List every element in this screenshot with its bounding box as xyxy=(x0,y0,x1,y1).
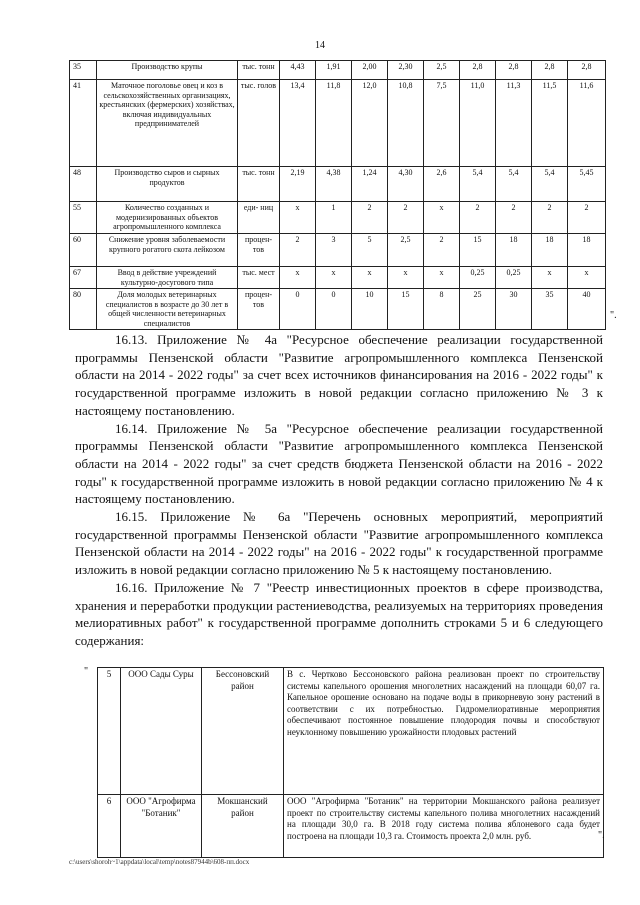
value-cell: 2 xyxy=(352,202,388,234)
value-cell: 5 xyxy=(352,234,388,267)
value-cell: 12,0 xyxy=(352,80,388,167)
value-cell: 11,6 xyxy=(568,80,606,167)
project-description: В с. Чертково Бессоновского района реализован проект по строительству системы капельного орошения многолетних насаждений на площади 60,07 га. Капельное орошение основано на подаче воды в прикорневую зону растений в соответствии с их потребностью. Гидромелиоративные мероприятия обеспечивают постоянное повышение плодородия почвы и способствуют неуклонному повышению урожайности плодовых растений xyxy=(284,668,604,795)
value-cell: 2 xyxy=(280,234,316,267)
table-row xyxy=(70,267,606,289)
value-cell: 2 xyxy=(568,202,606,234)
district-name: Бессоновский район xyxy=(202,668,284,795)
table-row xyxy=(70,234,606,267)
value-cell: 4,43 xyxy=(280,61,316,80)
value-cell: 5,4 xyxy=(496,167,532,202)
unit-cell: тыс. тонн xyxy=(238,167,280,202)
organization-name: ООО "Агрофирма "Ботаник" xyxy=(121,795,202,858)
value-cell: x xyxy=(316,267,352,289)
value-cell: 35 xyxy=(532,289,568,330)
project-description: ООО "Агрофирма "Ботаник" на территории Мокшанского района реализует проект по строительству системы капельного полива многолетних насаждений на площади 30,0 га. В 2018 году система полива яблоневого сада будет построена на площади 10,3 га. Стоимость проекта 2,0 млн. руб. xyxy=(284,795,604,858)
row-number: 5 xyxy=(98,668,121,795)
table-row xyxy=(70,167,606,202)
value-cell: 11,3 xyxy=(496,80,532,167)
row-number: 48 xyxy=(70,167,97,202)
value-cell: x xyxy=(388,267,424,289)
value-cell: x xyxy=(424,267,460,289)
value-cell: x xyxy=(424,202,460,234)
value-cell: 4,38 xyxy=(316,167,352,202)
unit-cell: тыс. тонн xyxy=(238,61,280,80)
value-cell: 2 xyxy=(388,202,424,234)
value-cell: 2,19 xyxy=(280,167,316,202)
registry-table xyxy=(97,667,604,858)
row-number: 6 xyxy=(98,795,121,858)
row-number: 41 xyxy=(70,80,97,167)
value-cell: 18 xyxy=(496,234,532,267)
value-cell: 13,4 xyxy=(280,80,316,167)
table-row xyxy=(70,80,606,167)
paragraph-16-14: 16.14. Приложение № 5а "Ресурсное обеспечение реализации государственной программы Пензенской области "Развитие агропромышленного комплекса Пензенской области на 2014 - 2022 годы" за счет средств бюджета Пензенской области на 2016 - 2022 годы" к государственной программе изложить в новой редакции согласно приложению № 4 к настоящему постановлению. xyxy=(75,420,603,507)
value-cell: 0 xyxy=(280,289,316,330)
indicator-name: Количество созданных и модернизированных объектов агропромышленного комплекса xyxy=(97,202,238,234)
indicator-name: Производство крупы xyxy=(97,61,238,80)
indicator-name: Доля молодых ветеринарных специалистов в возрасте до 30 лет в общей численности ветеринарных специалистов xyxy=(97,289,238,330)
value-cell: 18 xyxy=(532,234,568,267)
value-cell: 0,25 xyxy=(496,267,532,289)
row-number: 80 xyxy=(70,289,97,330)
value-cell: x xyxy=(568,267,606,289)
value-cell: 11,5 xyxy=(532,80,568,167)
table-row xyxy=(70,289,606,330)
row-number: 35 xyxy=(70,61,97,80)
value-cell: 30 xyxy=(496,289,532,330)
registry-opening-quote: " xyxy=(84,666,89,677)
amendment-text xyxy=(75,331,603,650)
value-cell: x xyxy=(280,267,316,289)
paragraph-16-15: 16.15. Приложение № 6а "Перечень основных мероприятий, мероприятий государственной программы Пензенской области "Развитие агропромышленного комплекса Пензенской области на 2014 - 2022 годы" на 2016 - 2022 годы" к государственной программе изложить в новой редакции согласно приложению № 5 к настоящему постановлению. xyxy=(75,509,603,578)
row-number: 67 xyxy=(70,267,97,289)
indicator-name: Маточное поголовье овец и коз в сельскохозяйственных организациях, крестьянских (фермерских) хозяйствах, включая индивидуальных предпринимателей xyxy=(97,80,238,167)
value-cell: 2,5 xyxy=(388,234,424,267)
value-cell: x xyxy=(352,267,388,289)
unit-cell: процен- тов xyxy=(238,234,280,267)
value-cell: 1,91 xyxy=(316,61,352,80)
unit-cell: тыс. мест xyxy=(238,267,280,289)
value-cell: 10,8 xyxy=(388,80,424,167)
indicator-name: Снижение уровня заболеваемости крупного рогатого скота лейкозом xyxy=(97,234,238,267)
registry-closing-quote: ". xyxy=(598,830,605,841)
value-cell: 5,4 xyxy=(460,167,496,202)
value-cell: 8 xyxy=(424,289,460,330)
unit-cell: еди- ниц xyxy=(238,202,280,234)
table-row xyxy=(98,668,604,795)
value-cell: 15 xyxy=(388,289,424,330)
row-number: 60 xyxy=(70,234,97,267)
value-cell: 4,30 xyxy=(388,167,424,202)
value-cell: 11,0 xyxy=(460,80,496,167)
value-cell: 2,6 xyxy=(424,167,460,202)
value-cell: 1,24 xyxy=(352,167,388,202)
table-row xyxy=(98,795,604,858)
table-row xyxy=(70,202,606,234)
value-cell: 15 xyxy=(460,234,496,267)
organization-name: ООО Сады Суры xyxy=(121,668,202,795)
value-cell: x xyxy=(532,267,568,289)
value-cell: 0,25 xyxy=(460,267,496,289)
row-number: 55 xyxy=(70,202,97,234)
value-cell: 2,30 xyxy=(388,61,424,80)
value-cell: 2 xyxy=(424,234,460,267)
value-cell: 2 xyxy=(496,202,532,234)
table-row xyxy=(70,61,606,80)
value-cell: 2,8 xyxy=(568,61,606,80)
indicators-table xyxy=(69,60,606,330)
value-cell: 3 xyxy=(316,234,352,267)
value-cell: 40 xyxy=(568,289,606,330)
file-path-footer: c:\users\shoroh~1\appdata\local\temp\notes87944b\608-пп.docx xyxy=(69,858,250,866)
value-cell: 5,4 xyxy=(532,167,568,202)
value-cell: 2,8 xyxy=(532,61,568,80)
district-name: Мокшанский район xyxy=(202,795,284,858)
indicator-name: Ввод в действие учреждений культурно-досугового типа xyxy=(97,267,238,289)
value-cell: 2 xyxy=(460,202,496,234)
unit-cell: процен- тов xyxy=(238,289,280,330)
table-closing-quote: ". xyxy=(610,310,617,321)
value-cell: 11,8 xyxy=(316,80,352,167)
value-cell: 2,8 xyxy=(460,61,496,80)
value-cell: 5,45 xyxy=(568,167,606,202)
value-cell: x xyxy=(280,202,316,234)
value-cell: 2,8 xyxy=(496,61,532,80)
paragraph-16-16: 16.16. Приложение № 7 "Реестр инвестиционных проектов в сфере производства, хранения и переработки продукции растениеводства, реализуемых на территориях проведения мелиоративных работ" к государственной программе дополнить строками 5 и 6 следующего содержания: xyxy=(75,579,603,648)
paragraph-16-13: 16.13. Приложение № 4а "Ресурсное обеспечение реализации государственной программы Пензенской области "Развитие агропромышленного комплекса Пензенской области на 2014 - 2022 годы" за счет всех источников финансирования на 2016 - 2022 годы" к государственной программе изложить в новой редакции согласно приложению № 3 к настоящему постановлению. xyxy=(75,332,603,418)
value-cell: 10 xyxy=(352,289,388,330)
value-cell: 18 xyxy=(568,234,606,267)
value-cell: 0 xyxy=(316,289,352,330)
unit-cell: тыс. голов xyxy=(238,80,280,167)
value-cell: 2,00 xyxy=(352,61,388,80)
value-cell: 1 xyxy=(316,202,352,234)
page-number: 14 xyxy=(315,40,325,51)
value-cell: 2 xyxy=(532,202,568,234)
value-cell: 2,5 xyxy=(424,61,460,80)
value-cell: 7,5 xyxy=(424,80,460,167)
indicator-name: Производство сыров и сырных продуктов xyxy=(97,167,238,202)
value-cell: 25 xyxy=(460,289,496,330)
